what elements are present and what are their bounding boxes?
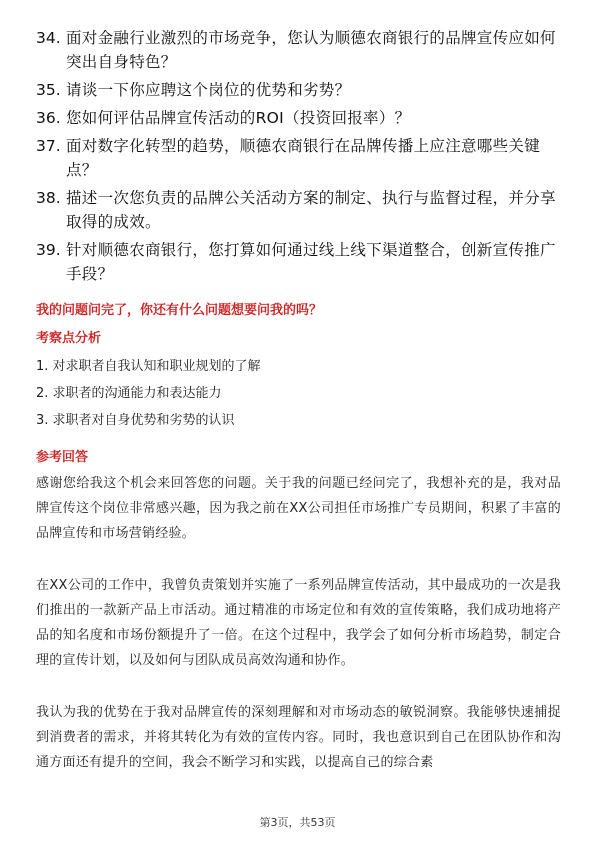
reference-paragraph: 感谢您给我这个机会来回答您的问题。关于我的问题已经问完了，我想补充的是，我对品牌宣传这个岗位非常感兴趣，因为我之前在XX公司担任市场推广专员期间，积累了丰富的品牌宣传和市场营销经验。 (36, 476, 561, 541)
final-question-heading: 我的问题问完了，你还有什么问题想要问我的吗？ (36, 303, 323, 318)
question-text: 您如何评估品牌宣传活动的ROI（投资回报率）？ (66, 109, 411, 127)
reference-heading: 参考回答 (36, 450, 89, 465)
analysis-item: 3. 求职者对自身优势和劣势的认识 (36, 413, 235, 428)
question-number: 35. (36, 81, 61, 99)
analysis-item: 1. 对求职者自我认知和职业规划的了解 (36, 359, 261, 374)
page-footer: 第3页，共53页 (259, 816, 336, 829)
question-number: 34. (36, 29, 61, 47)
question-item (36, 106, 561, 130)
reference-paragraph: 在XX公司的工作中，我曾负责策划并实施了一系列品牌宣传活动，其中最成功的一次是我们推出的一款新产品上市活动。通过精准的市场定位和有效的宣传策略，我们成功地将产品的知名度和市场份额提升了一倍。在这个过程中，我学会了如何分析市场趋势，制定合理的宣传计划，以及如何与团队成员高效沟通和协作。 (36, 578, 561, 668)
question-text: 针对顺德农商银行，您打算如何通过线上线下渠道整合，创新宣传推广手段？ (66, 241, 556, 283)
final-question-section (36, 302, 561, 320)
question-item (36, 134, 561, 182)
question-text: 请谈一下你应聘这个岗位的优势和劣势？ (66, 81, 351, 99)
question-item (36, 186, 561, 234)
question-text: 面对数字化转型的趋势，顺德农商银行在品牌传播上应注意哪些关键点？ (66, 137, 541, 179)
question-number: 37. (36, 137, 61, 155)
question-item (36, 238, 561, 286)
question-text: 面对金融行业激烈的市场竞争，您认为顺德农商银行的品牌宣传应如何突出自身特色？ (66, 29, 556, 71)
question-list (36, 26, 561, 290)
analysis-section (36, 330, 561, 430)
question-item (36, 26, 561, 74)
question-item (36, 78, 561, 102)
reference-paragraph: 我认为我的优势在于我对品牌宣传的深刻理解和对市场动态的敏锐洞察。我能够快速捕捉到消费者的需求，并将其转化为有效的宣传内容。同时，我也意识到自己在团队协作和沟通方面还有提升的空间，我会不断学习和实践，以提高自己的综合素 (36, 705, 561, 770)
question-number: 38. (36, 189, 61, 207)
question-number: 36. (36, 109, 61, 127)
question-number: 39. (36, 241, 61, 259)
reference-section (36, 449, 561, 775)
analysis-heading: 考察点分析 (36, 331, 102, 346)
analysis-item: 2. 求职者的沟通能力和表达能力 (36, 386, 222, 401)
question-text: 描述一次您负责的品牌公关活动方案的制定、执行与监督过程，并分享取得的成效。 (66, 189, 556, 231)
